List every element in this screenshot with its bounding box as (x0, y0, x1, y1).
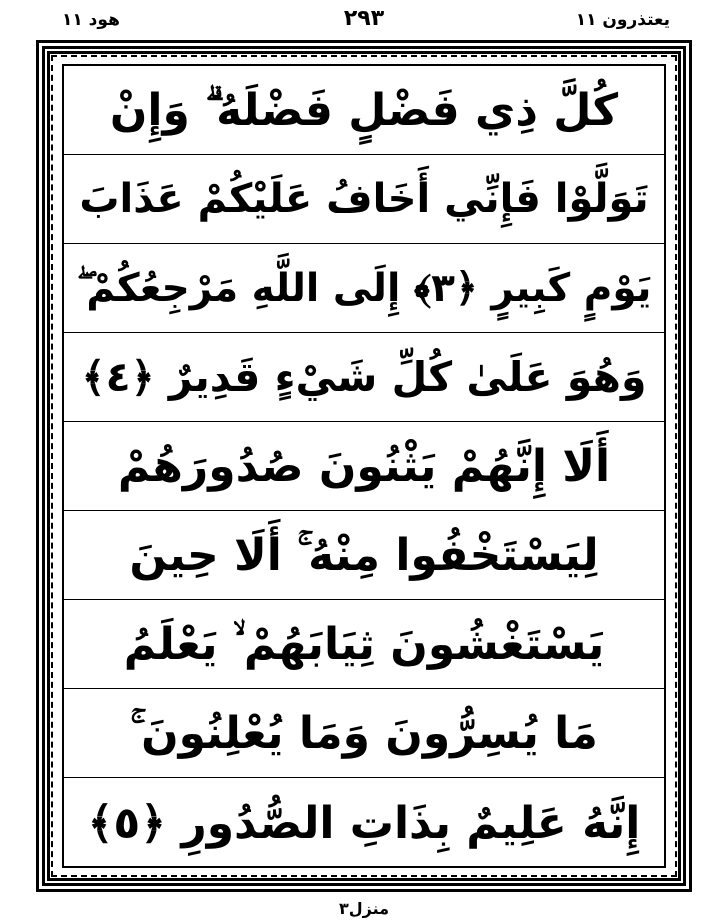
text-line-7 (64, 600, 664, 689)
text-line-8 (64, 689, 664, 778)
verse-text: إِنَّهُ عَلِيمٌ بِذَاتِ الصُّدُورِ ﴿٥﴾ (87, 797, 641, 849)
text-line-5 (64, 422, 664, 511)
verse-text: لِيَسْتَخْفُوا مِنْهُ ۚ أَلَا حِينَ (129, 529, 599, 581)
surah-juz-header: يعتذرون ١١ (575, 10, 670, 30)
verse-text: وَهُوَ عَلَىٰ كُلِّ شَيْءٍ قَدِيرٌ ﴿٤﴾ (81, 353, 647, 401)
text-line-3 (64, 244, 664, 333)
surah-name-header: هود ١١ (62, 10, 120, 30)
verse-text: تَوَلَّوْا فَإِنِّي أَخَافُ عَلَيْكُمْ عَذَابَ (79, 176, 649, 222)
verse-text: كُلَّ ذِي فَضْلٍ فَضْلَهُ ۗ وَإِنْ (109, 84, 619, 136)
text-line-9 (64, 778, 664, 868)
text-line-1 (64, 66, 664, 155)
verse-text: مَا يُسِرُّونَ وَمَا يُعْلِنُونَ ۚ (130, 707, 598, 759)
page-number: ٢٩٣ (343, 6, 385, 31)
manzil-footer: منزل٣ (338, 899, 390, 918)
text-line-4 (64, 333, 664, 422)
verse-text: يَسْتَغْشُونَ ثِيَابَهُمْ ۙ يَعْلَمُ (123, 618, 605, 670)
verse-text: أَلَا إِنَّهُمْ يَثْنُونَ صُدُورَهُمْ (117, 440, 611, 492)
verse-text: يَوْمٍ كَبِيرٍ ﴿٣﴾ إِلَى اللَّهِ مَرْجِعُكُمْ ۖ (76, 265, 652, 311)
quran-text-block (62, 64, 666, 868)
text-line-6 (64, 511, 664, 600)
text-line-2 (64, 155, 664, 244)
